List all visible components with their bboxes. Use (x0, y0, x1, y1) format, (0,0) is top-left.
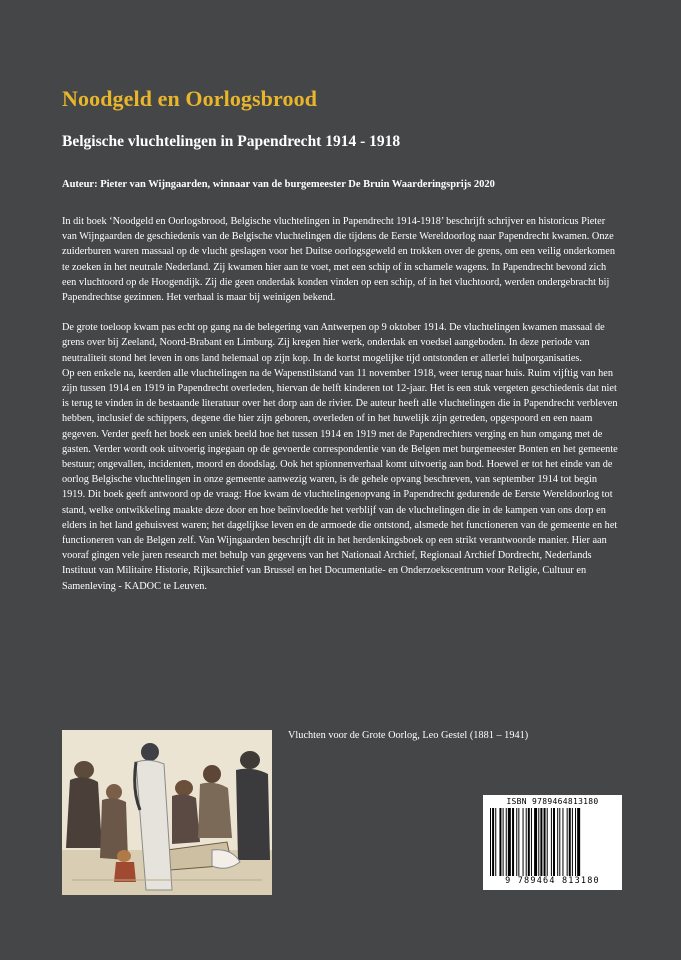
isbn-barcode (483, 795, 622, 890)
blurb-text (62, 214, 622, 594)
book-title: Noodgeld en Oorlogsbrood (62, 86, 318, 111)
isbn-digits: 9 789464 813180 (505, 876, 600, 886)
barcode-bar (503, 808, 504, 876)
barcode-bar (572, 808, 573, 876)
barcode-bar (567, 808, 568, 876)
barcode-bar (577, 808, 580, 876)
barcode-bar (531, 808, 532, 876)
barcode-bar (518, 808, 519, 876)
barcode-bar (490, 808, 491, 876)
refugee-painting (62, 730, 272, 895)
barcode-bar (575, 808, 576, 876)
barcode-bar (495, 808, 496, 876)
isbn-label: ISBN 9789464813180 (506, 797, 599, 806)
barcode-bar (547, 808, 548, 876)
barcode-bar (526, 808, 527, 876)
barcode-bar (559, 808, 560, 876)
barcode-bar (534, 808, 537, 876)
blurb-paragraph-2: De grote toeloop kwam pas echt op gang na de belegering van Antwerpen op 9 oktober 1914. De vluchtelingen kwamen massaal de grens over bij Zeeland, Noord-Brabant en Limburg. Zij kregen hier werk, onderdak en voedsel aangeboden. In deze periode van neutraliteit stond het leven in ons land helemaal op zijn kop. In de kortst mogelijke tijd ontstonden er allerlei hulporganisaties. (62, 322, 605, 364)
barcode-bar (516, 808, 517, 876)
barcode-bar (569, 808, 571, 876)
painting-caption: Vluchten voor de Grote Oorlog, Leo Gestel (1881 – 1941) (288, 730, 529, 741)
barcode-bar (557, 808, 558, 876)
barcode-bar (553, 808, 555, 876)
barcode-bars (490, 808, 615, 876)
book-subtitle: Belgische vluchtelingen in Papendrecht 1914 - 1918 (62, 133, 401, 150)
barcode-bar (492, 808, 494, 876)
barcode-bar (499, 808, 501, 876)
barcode-bar (544, 808, 546, 876)
barcode-bar (512, 808, 514, 876)
blurb-paragraph-3: Op een enkele na, keerden alle vluchtelingen na de Wapenstilstand van 11 november 1918, weer terug naar huis. Ruim vijftig van hen zijn tussen 1914 en 1919 in Papendrecht overleden, hiervan de helft kinderen tot 12-jaar. Het is een stuk vergeten geschiedenis dat niet is terug te vinden in de bestaande literatuur over het dorp aan de rivier. De auteur heeft alle vluchtelingen die in Papendrecht verbleven hebben, inclusief de schippers, degene die hier zijn geboren, overleden of in het huwelijk zijn getreden, opgespoord en een naam gegeven. Verder geeft het boek een uniek beeld hoe het tussen 1914 en 1919 met de Papendrechters verging en hun omgang met de gasten. Verder wordt ook uitvoerig ingegaan op de gevoerde correspondentie van de Belgen met burgemeester Bonten en het gemeente bestuur; ongevallen, incidenten, moord en doodslag. Ook het spionnenverhaal komt uitvoerig aan bod. Hoewel er tot het einde van de oorlog Belgische vluchtelingen in onze gemeente aanwezig waren, is de gehele opvang beschreven, van september 1914 tot begin 1919. Dit boek geeft antwoord op de vraag: Hoe kwam de vluchtelingenopvang in Papendrecht gedurende de Eerste Wereldoorlog tot stand, welke ontwikkeling maakte deze door en hoe beïnvloedde het verblijf van de vluchtelingen die in de kampen van ons dorp en elders in het land gehuisvest waren; het dagelijkse leven en de armoede die ontstond, alsmede het functioneren van de gemeente en het functioneren van de Belgen zelf. Van Wijngaarden beschrijft dit in het herdenkingsboek op een strikt verantwoorde manier. Hier aan vooraf gingen vele jaren research met behulp van gegevens van het Nationaal Archief, Regionaal Archief Dordrecht, Nederlands Instituut van Militaire Historie, Rijksarchief van Brussel en het Documentatie- en Onderzoekscentrum voor Religie, Cultuur en Samenleving - KADOC te Leuven. (62, 367, 618, 592)
barcode-bar (562, 808, 563, 876)
barcode-bar (506, 808, 507, 876)
blurb-paragraph-1: In dit boek ‘Noodgeld en Oorlogsbrood, Belgische vluchtelingen in Papendrecht 1914-1918’ beschrijft schrijver en historicus Pieter van Wijngaarden de geschiedenis van de Belgische vluchtelingen die tijdens de Eerste Wereldoorlog naar Papendrecht kwamen. Onze zuiderburen waren massaal op de vlucht geslagen voor het Duitse oorlogsgeweld en trokken over de grens, om een veilig onderkomen te zoeken in het neutrale Nederland. Zij kwamen hier aan te voet, met een schip of in schamele wagens. In Papendrecht bevond zich een vluchtoord op de Hoogendijk. Zij die geen onderdak konden vinden op een schip, of in het vluchtoord, werden ondergebracht bij Papendrechtse gezinnen. Het verhaal is maar bij weinigen bekend. (62, 216, 615, 304)
barcode-bar (538, 808, 539, 876)
painting-sketch (62, 730, 272, 895)
barcode-bar (508, 808, 511, 876)
barcode-bar (523, 808, 524, 876)
author-line: Auteur: Pieter van Wijngaarden, winnaar van de burgemeester De Bruin Waarderingsprijs 2020 (62, 179, 495, 190)
barcode-bar (528, 808, 530, 876)
barcode-bar (540, 808, 542, 876)
barcode-bar (551, 808, 552, 876)
